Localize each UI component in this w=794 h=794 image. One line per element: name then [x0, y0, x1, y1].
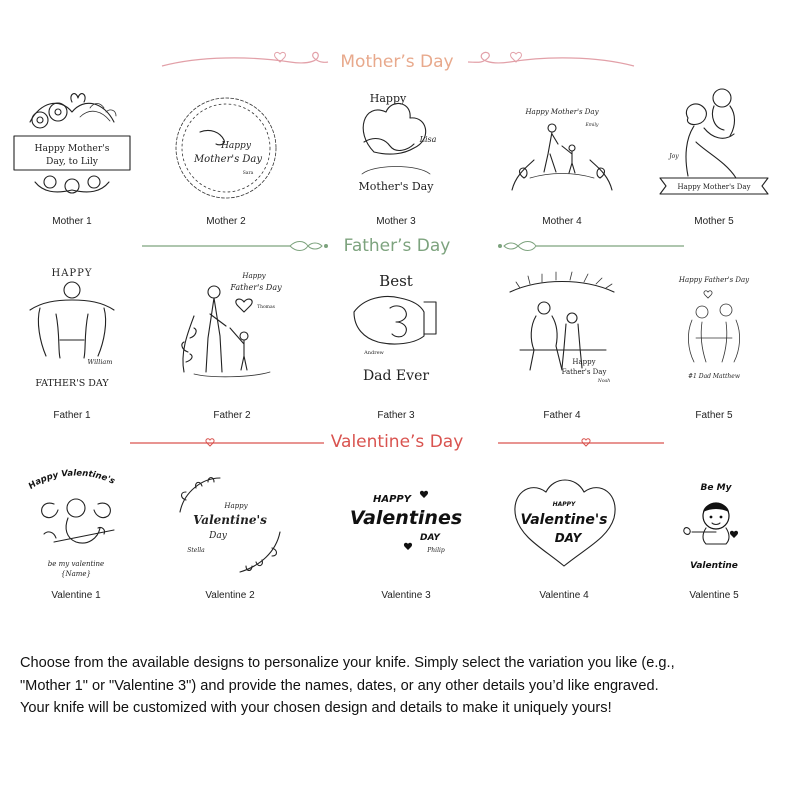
- instructions-line-2: "Mother 1" or "Valentine 3") and provide the names, dates, or any other details you’d like engraved.: [20, 677, 659, 694]
- svg-text:Stella: Stella: [187, 547, 205, 554]
- svg-text:Father's Day: Father's Day: [561, 368, 607, 376]
- valentine-designs-row: [0, 462, 794, 612]
- valentine-2-caption: Valentine 2: [205, 590, 255, 601]
- instructions-line-1: Choose from the available designs to personalize your knife. Simply select the variation you like (e.g.,: [20, 655, 675, 671]
- svg-text:Lisa: Lisa: [419, 135, 437, 144]
- valentine-4-caption: Valentine 4: [539, 590, 589, 601]
- father-5-caption: Father 5: [695, 410, 733, 421]
- svg-text:Joy: Joy: [669, 153, 679, 160]
- svg-text:Valentine's: Valentine's: [193, 513, 267, 527]
- svg-text:Mother's Day: Mother's Day: [193, 154, 263, 165]
- father-section-header: [0, 236, 794, 256]
- valentine-5-caption: Valentine 5: [689, 590, 739, 601]
- svg-text:Noah: Noah: [597, 379, 611, 384]
- svg-text:Day: Day: [209, 531, 227, 541]
- instructions-line-3: Your knife will be customized with your chosen design and details to make it uniquely yours!: [20, 700, 612, 716]
- svg-text:Happy: Happy: [369, 92, 407, 105]
- svg-text:Andrew: Andrew: [364, 350, 384, 356]
- valentine-3-artwork: [344, 462, 468, 594]
- father-section-title: Father’s Day: [343, 236, 451, 256]
- father-5-artwork: [652, 262, 776, 394]
- valentine-section-title: Valentine’s Day: [330, 432, 464, 452]
- svg-text:Sara: Sara: [242, 171, 254, 176]
- valentine-1-caption: Valentine 1: [51, 590, 101, 601]
- svg-text:Valentine: Valentine: [690, 561, 738, 571]
- left-heart-divider: [128, 434, 328, 450]
- svg-text:FATHER'S DAY: FATHER'S DAY: [35, 378, 109, 389]
- mother-5-caption: Mother 5: [694, 216, 734, 227]
- valentine-3-caption: Valentine 3: [381, 590, 431, 601]
- svg-text:Happy Mother's: Happy Mother's: [34, 143, 110, 154]
- left-ornament-divider: [140, 238, 330, 254]
- svg-text:Philip: Philip: [427, 547, 445, 554]
- left-swirl-divider: [160, 48, 330, 78]
- svg-text:Dad Ever: Dad Ever: [362, 368, 430, 384]
- father-designs-row: [0, 262, 794, 421]
- father-3-artwork: [334, 262, 458, 394]
- svg-text:Happy: Happy: [242, 272, 266, 280]
- svg-text:Day, to Lily: Day, to Lily: [46, 156, 98, 167]
- svg-text:Valentines: Valentines: [349, 507, 463, 529]
- svg-text:William: William: [87, 358, 113, 366]
- mother-3-artwork: [334, 82, 458, 214]
- svg-text:Be My: Be My: [700, 483, 732, 493]
- svg-text:Happy: Happy: [224, 502, 248, 510]
- right-heart-divider: [496, 434, 696, 450]
- valentine-5-artwork: [652, 462, 776, 594]
- svg-text:Valentine's: Valentine's: [520, 512, 608, 528]
- mother-4-caption: Mother 4: [542, 216, 582, 227]
- valentine-1-arc-text: Happy Valentine's: [26, 468, 117, 492]
- svg-text:Happy Father's Day: Happy Father's Day: [678, 276, 750, 284]
- father-1-caption: Father 1: [53, 410, 91, 421]
- svg-text:Thomas: Thomas: [257, 305, 275, 310]
- right-swirl-divider: [466, 48, 636, 78]
- svg-text:Happy Mother's Day: Happy Mother's Day: [677, 183, 751, 191]
- svg-text:be my valentine: be my valentine: [47, 560, 105, 568]
- mother-designs-row: [0, 82, 794, 232]
- mother-2-caption: Mother 2: [206, 216, 246, 227]
- svg-text:DAY: DAY: [420, 533, 440, 543]
- svg-text:Emily: Emily: [585, 123, 599, 128]
- father-1-artwork: [10, 262, 134, 394]
- valentine-section-header: [0, 432, 794, 452]
- father-4-artwork: [500, 262, 624, 394]
- svg-text:Best: Best: [379, 272, 413, 290]
- valentine-4-artwork: [502, 462, 626, 594]
- svg-text:#1 Dad Matthew: #1 Dad Matthew: [688, 373, 740, 380]
- mother-5-artwork: [652, 82, 776, 214]
- svg-text:{Name}: {Name}: [61, 570, 91, 578]
- mother-section-title: Mother’s Day: [340, 52, 454, 72]
- mother-1-artwork: [10, 82, 134, 214]
- svg-text:HAPPY: HAPPY: [51, 268, 93, 279]
- father-2-caption: Father 2: [213, 410, 251, 421]
- svg-text:DAY: DAY: [554, 531, 582, 545]
- mother-2-artwork: [164, 82, 288, 214]
- svg-text:HAPPY: HAPPY: [372, 494, 412, 505]
- right-ornament-divider: [496, 238, 686, 254]
- svg-text:Happy: Happy: [572, 358, 596, 366]
- father-2-artwork: [170, 262, 294, 394]
- svg-text:Happy: Happy: [221, 141, 251, 151]
- mother-3-caption: Mother 3: [376, 216, 416, 227]
- mother-1-caption: Mother 1: [52, 216, 92, 227]
- svg-text:Happy Mother's Day: Happy Mother's Day: [525, 108, 599, 116]
- instructions-text: [20, 652, 780, 720]
- svg-text:Father's Day: Father's Day: [230, 283, 282, 292]
- valentine-2-artwork: [168, 462, 292, 594]
- father-3-caption: Father 3: [377, 410, 415, 421]
- mother-section-header: [0, 52, 794, 72]
- mother-4-artwork: [500, 82, 624, 214]
- svg-text:Mother's Day: Mother's Day: [358, 180, 434, 193]
- svg-text:HAPPY: HAPPY: [552, 501, 576, 508]
- valentine-1-artwork: [14, 462, 138, 594]
- father-4-caption: Father 4: [543, 410, 581, 421]
